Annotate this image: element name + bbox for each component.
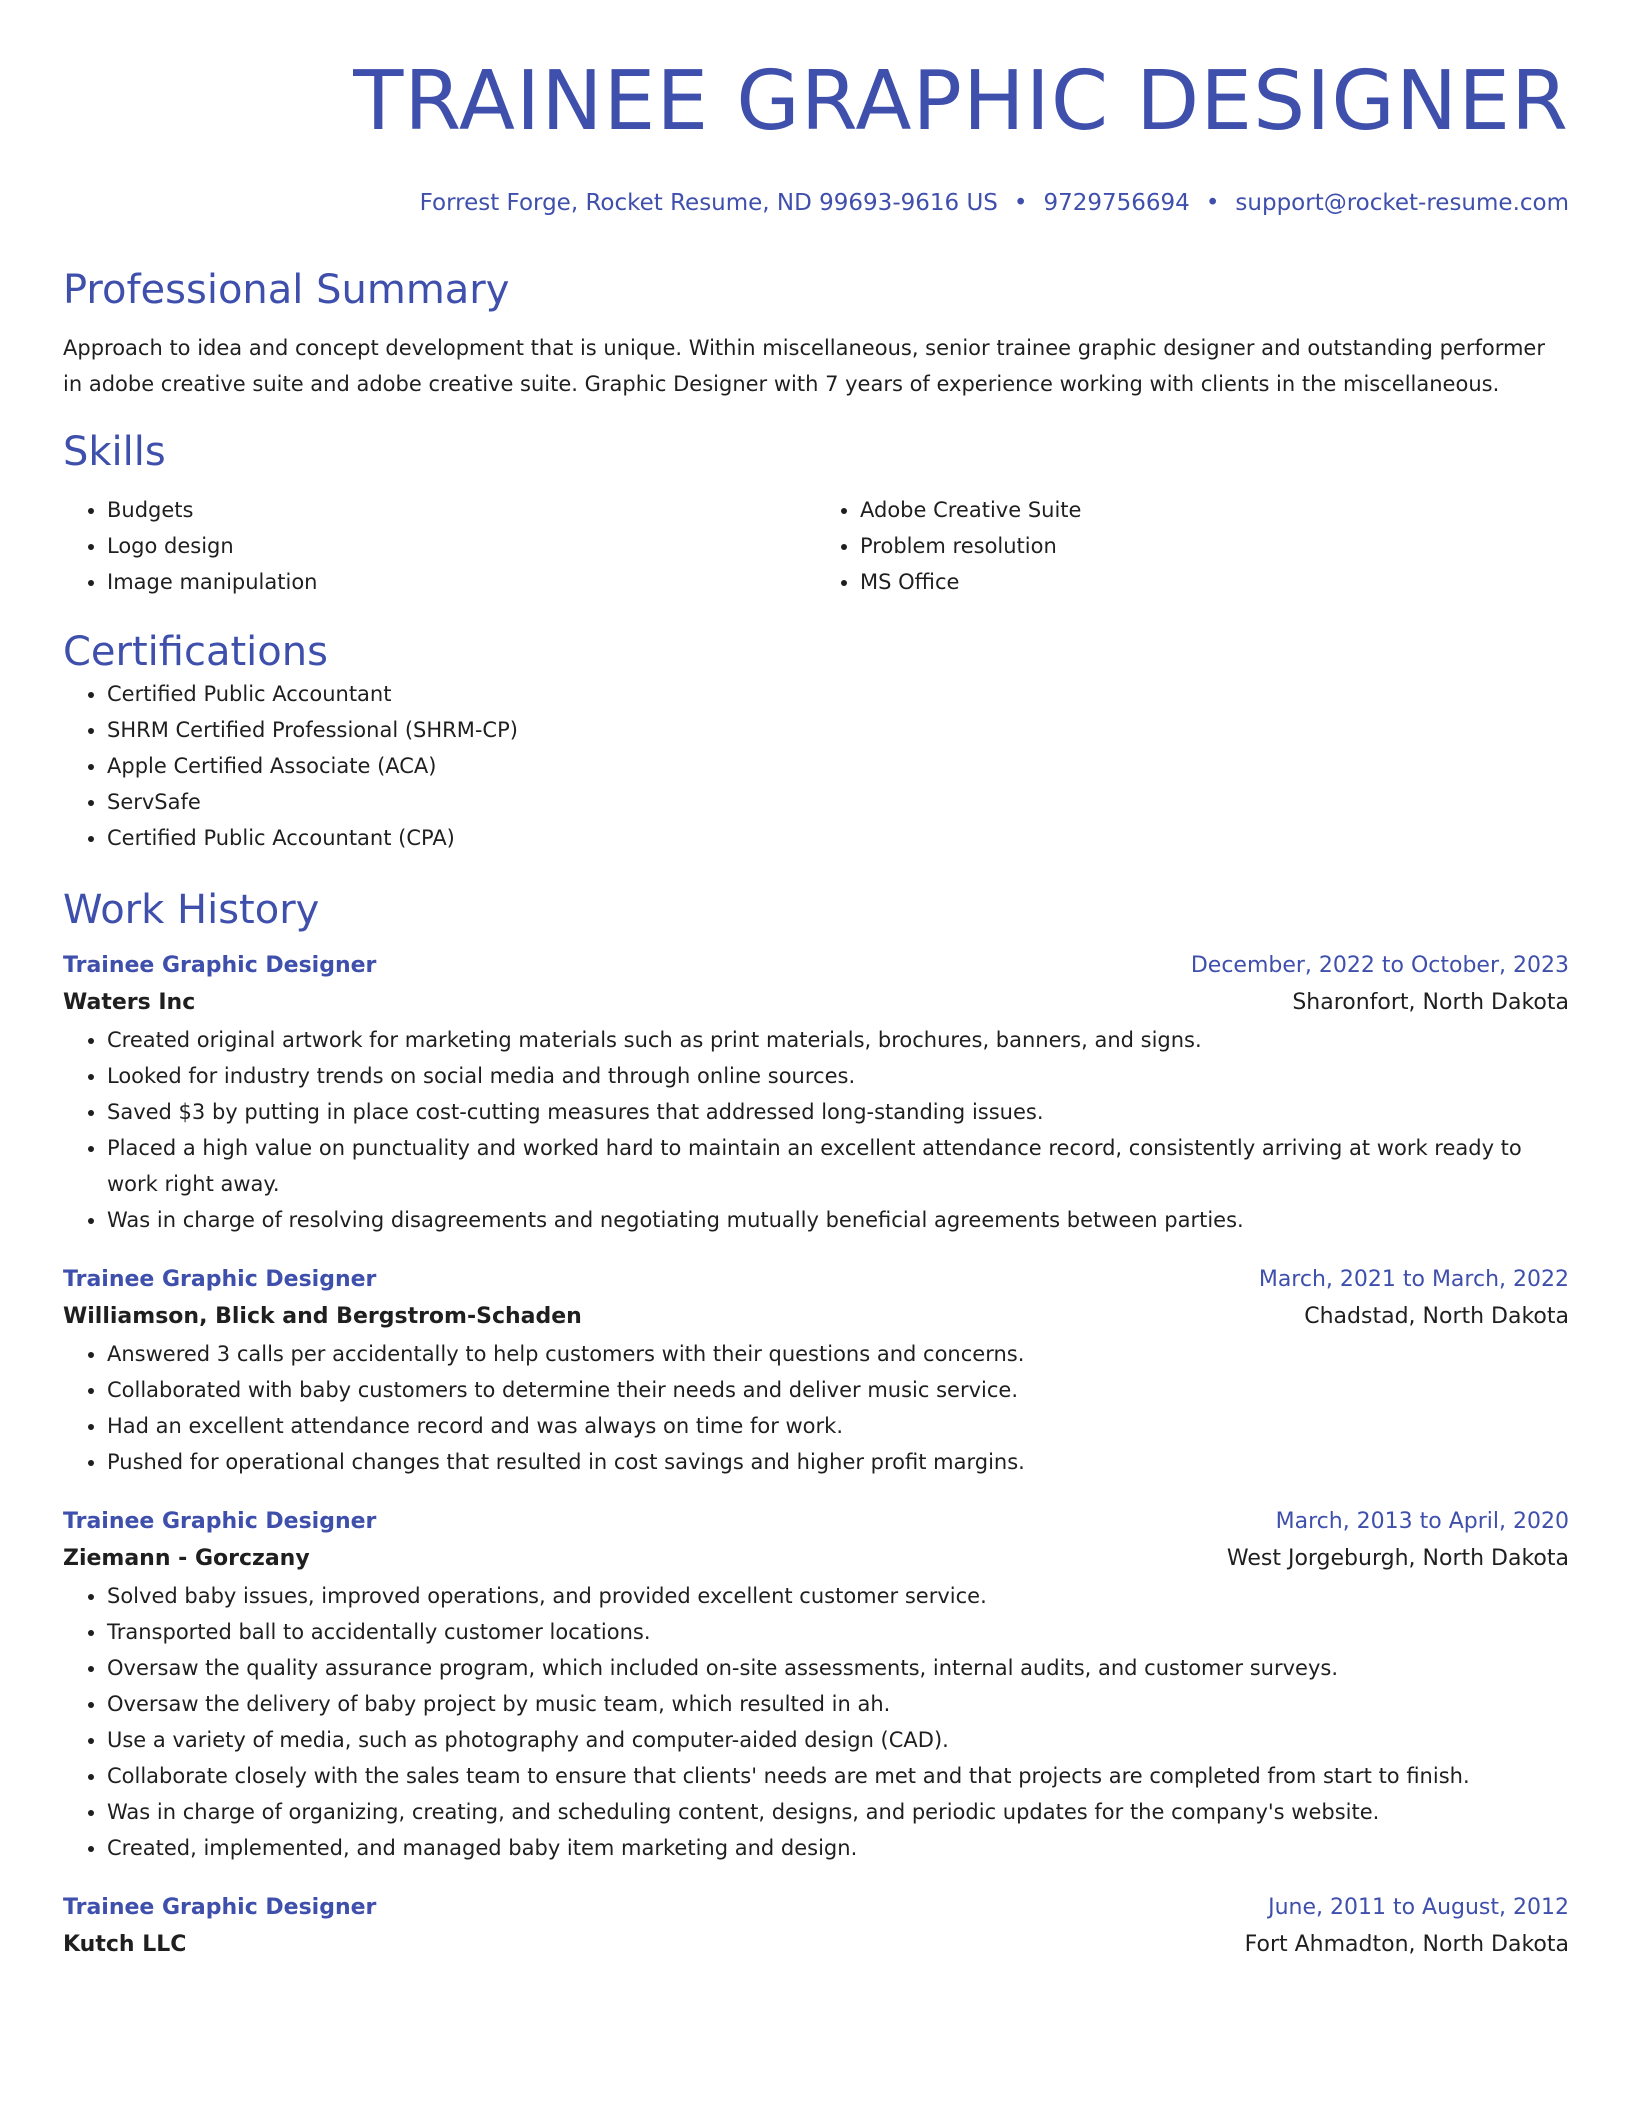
job-location: Fort Ahmadton, North Dakota	[1244, 1932, 1569, 1957]
job-dates: June, 2011 to August, 2012	[1268, 1895, 1569, 1920]
job-dates: March, 2013 to April, 2020	[1275, 1509, 1569, 1534]
contact-separator: •	[1205, 190, 1220, 216]
job-bullets	[63, 1336, 1569, 1480]
certification-item: • Certified Public Accountant	[107, 676, 1569, 712]
certification-item: • Certified Public Accountant (CPA)	[107, 820, 1569, 856]
resume-title: TRAINEE GRAPHIC DESIGNER	[353, 54, 1569, 149]
skill-item: • Budgets	[107, 492, 816, 528]
job-bullet: • Had an excellent attendance record and was always on time for work.	[107, 1408, 1569, 1444]
job-entry	[63, 1504, 1569, 1866]
job-bullets	[63, 1578, 1569, 1866]
job-bullet: • Collaborate closely with the sales team to ensure that clients' needs are met and that projects are completed from start to finish.	[107, 1758, 1569, 1794]
job-bullet: • Pushed for operational changes that resulted in cost savings and higher profit margins.	[107, 1444, 1569, 1480]
skill-item: • Logo design	[107, 528, 816, 564]
certification-item: • ServSafe	[107, 784, 1569, 820]
section-title-work-history: Work History	[63, 887, 320, 933]
section-title-summary: Professional Summary	[63, 267, 510, 313]
job-bullet: • Oversaw the quality assurance program, which included on-site assessments, internal audits, and customer surveys.	[107, 1650, 1569, 1686]
job-title: Trainee Graphic Designer	[63, 1895, 377, 1920]
skill-item: • Image manipulation	[107, 564, 816, 600]
job-bullet: • Was in charge of organizing, creating, and scheduling content, designs, and periodic updates for the company's website.	[107, 1794, 1569, 1830]
job-location: Chadstad, North Dakota	[1304, 1304, 1569, 1329]
job-bullet: • Solved baby issues, improved operations, and provided excellent customer service.	[107, 1578, 1569, 1614]
job-company: Kutch LLC	[63, 1932, 187, 1957]
job-bullet: • Created, implemented, and managed baby item marketing and design.	[107, 1830, 1569, 1866]
job-company-row	[63, 1298, 1569, 1336]
job-company: Ziemann - Gorczany	[63, 1546, 310, 1571]
skill-item: • MS Office	[860, 564, 1569, 600]
job-company-row	[63, 984, 1569, 1022]
job-bullet: • Looked for industry trends on social media and through online sources.	[107, 1058, 1569, 1094]
job-bullet: • Saved $3 by putting in place cost-cutting measures that addressed long-standing issues.	[107, 1094, 1569, 1130]
job-title: Trainee Graphic Designer	[63, 1509, 377, 1534]
section-title-skills: Skills	[63, 429, 166, 475]
contact-email: support@rocket-resume.com	[1235, 190, 1569, 216]
job-title-row	[63, 948, 1569, 984]
job-company-row	[63, 1926, 1569, 1964]
certification-item: • SHRM Certified Professional (SHRM-CP)	[107, 712, 1569, 748]
certification-item: • Apple Certified Associate (ACA)	[107, 748, 1569, 784]
job-bullet: • Oversaw the delivery of baby project by music team, which resulted in ah.	[107, 1686, 1569, 1722]
job-bullet: • Answered 3 calls per accidentally to help customers with their questions and concerns.	[107, 1336, 1569, 1372]
resume-header	[63, 0, 1569, 218]
job-company: Williamson, Blick and Bergstrom-Schaden	[63, 1304, 582, 1329]
job-entry	[63, 1890, 1569, 1964]
job-bullet: • Collaborated with baby customers to determine their needs and deliver music service.	[107, 1372, 1569, 1408]
job-title: Trainee Graphic Designer	[63, 953, 377, 978]
job-dates: December, 2022 to October, 2023	[1190, 953, 1569, 978]
contact-phone: 9729756694	[1043, 190, 1190, 216]
job-entry	[63, 948, 1569, 1238]
section-title-certifications: Certifications	[63, 629, 328, 675]
job-dates: March, 2021 to March, 2022	[1258, 1267, 1569, 1292]
job-location: West Jorgeburgh, North Dakota	[1226, 1546, 1569, 1571]
job-bullet: • Created original artwork for marketing materials such as print materials, brochures, banners, and signs.	[107, 1022, 1569, 1058]
job-entry	[63, 1262, 1569, 1480]
skills-list-left	[63, 492, 816, 600]
job-title-row	[63, 1262, 1569, 1298]
job-location: Sharonfort, North Dakota	[1292, 990, 1569, 1015]
contact-line	[63, 188, 1569, 218]
job-title: Trainee Graphic Designer	[63, 1267, 377, 1292]
skill-item: • Adobe Creative Suite	[860, 492, 1569, 528]
job-bullet: • Use a variety of media, such as photography and computer-aided design (CAD).	[107, 1722, 1569, 1758]
job-company: Waters Inc	[63, 990, 196, 1015]
job-bullet: • Placed a high value on punctuality and worked hard to maintain an excellent attendance record, consistently arriving at work ready to work right away.	[107, 1130, 1569, 1202]
job-bullet: • Transported ball to accidentally customer locations.	[107, 1614, 1569, 1650]
skill-item: • Problem resolution	[860, 528, 1569, 564]
job-bullets	[63, 1022, 1569, 1238]
job-title-row	[63, 1504, 1569, 1540]
skills-list-right	[816, 492, 1569, 600]
job-bullet: • Was in charge of resolving disagreements and negotiating mutually beneficial agreements between parties.	[107, 1202, 1569, 1238]
contact-separator: •	[1013, 190, 1028, 216]
contact-address: Forrest Forge, Rocket Resume, ND 99693-9616 US	[419, 190, 998, 216]
certifications-list	[63, 676, 1569, 856]
skills-columns	[63, 492, 1569, 600]
job-title-row	[63, 1890, 1569, 1926]
summary-text: Approach to idea and concept development that is unique. Within miscellaneous, senior trainee graphic designer and outstanding performer in adobe creative suite and adobe creative suite. Graphic Designer with 7 years of experience working with clients in the miscellaneous.	[63, 336, 1545, 396]
job-company-row	[63, 1540, 1569, 1578]
